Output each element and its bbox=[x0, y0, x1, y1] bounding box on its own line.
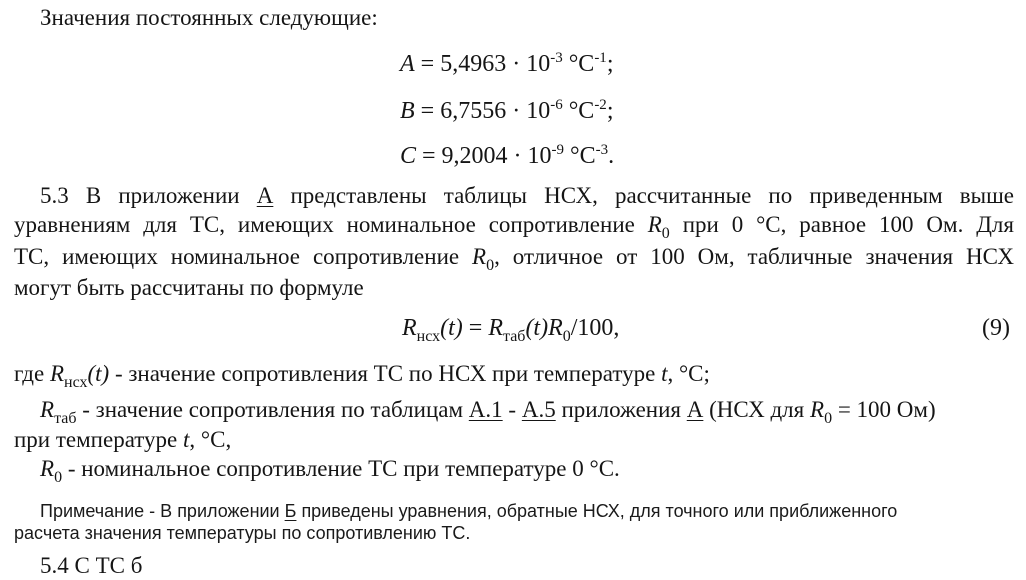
where-line2 bbox=[40, 396, 936, 427]
formula-arg: (t) bbox=[440, 315, 463, 341]
para53-l3-text: ТС, имеющих номинальное сопротивление bbox=[14, 244, 473, 269]
where-l2-r0: R bbox=[810, 397, 825, 422]
where-l3-t: t bbox=[183, 427, 190, 452]
appendix-a-link[interactable]: А bbox=[256, 183, 274, 208]
para53-l2-text: уравнениям для ТС, имеющих номинальное сопротивление bbox=[14, 212, 648, 237]
appendix-a-link-2[interactable]: А bbox=[686, 397, 704, 422]
constant-a bbox=[400, 50, 613, 78]
constant-b-symbol: B bbox=[400, 98, 415, 124]
constant-c-symbol: C bbox=[400, 143, 417, 169]
where-l2-rsub: таб bbox=[54, 410, 77, 427]
where-l1-arg: (t) bbox=[87, 361, 110, 386]
constant-c-exponent: -9 bbox=[551, 142, 565, 158]
intro-text: Значения постоянных следующие: bbox=[40, 5, 378, 30]
where-l4-text: - номинальное сопротивление ТС при температуре 0 °C. bbox=[62, 456, 620, 481]
para53-l3-r: R bbox=[472, 244, 487, 269]
constant-b-unit-exponent: -2 bbox=[594, 97, 607, 113]
constant-c-unit-exponent: -3 bbox=[595, 142, 609, 158]
where-l3-text: при температуре bbox=[14, 427, 184, 452]
where-line4 bbox=[40, 455, 620, 486]
note-l1-text2: приведены уравнения, обратные НСХ, для точного или приближенного bbox=[296, 501, 898, 521]
where-l1-rsub: нсх bbox=[64, 374, 88, 391]
para53-l3-rsub: 0 bbox=[486, 257, 495, 274]
constant-c bbox=[400, 142, 614, 170]
para53-l3-text2: , отличное от 100 Ом, табличные значения НСХ bbox=[494, 244, 1014, 269]
formula-tail: /100, bbox=[570, 315, 620, 341]
where-l2-text3: приложения bbox=[555, 397, 687, 422]
equation-number: (9) bbox=[982, 315, 1010, 341]
cutoff-line: 5.4 С ТС б bbox=[40, 553, 143, 578]
where-l2-text2: - bbox=[502, 397, 522, 422]
where-l2-r0sub: 0 bbox=[824, 410, 833, 427]
where-l3-text2: , °C, bbox=[189, 427, 232, 452]
constant-a-unit-exponent: -1 bbox=[594, 50, 607, 66]
table-a1-link[interactable]: А.1 bbox=[468, 397, 503, 422]
formula-arg2: (t) bbox=[525, 315, 549, 341]
constant-a-symbol: A bbox=[400, 51, 415, 77]
where-line1 bbox=[14, 360, 710, 391]
constant-b bbox=[400, 97, 613, 125]
constant-b-exponent: -6 bbox=[550, 97, 563, 113]
where-l2-text5: = 100 Ом) bbox=[832, 397, 936, 422]
formula-eq: = bbox=[462, 315, 489, 341]
constant-a-exponent: -3 bbox=[550, 50, 563, 66]
where-l1-text2: , °C; bbox=[667, 361, 710, 386]
para53-l2-text2: при 0 °C, равное 100 Ом. Для bbox=[669, 212, 1014, 237]
where-l2-text: - значение сопротивления по таблицам bbox=[76, 397, 469, 422]
note-line2: расчета значения температуры по сопротивлению ТС. bbox=[14, 523, 471, 543]
where-line3 bbox=[14, 426, 231, 454]
constant-c-value: = 9,2004 · 10 bbox=[422, 143, 552, 169]
where-l1-r: R bbox=[49, 361, 65, 386]
constant-b-unit: °C bbox=[562, 98, 595, 124]
where-l2-text4: (НСХ для bbox=[703, 397, 810, 422]
constant-c-end: . bbox=[608, 143, 615, 169]
note-line1 bbox=[40, 500, 897, 522]
formula-r: R bbox=[402, 315, 417, 341]
para53-line2 bbox=[14, 211, 1014, 242]
formula-r3: R bbox=[548, 315, 563, 341]
formula-r3sub: 0 bbox=[562, 328, 571, 345]
para53-line3 bbox=[14, 243, 1014, 274]
where-l4-r: R bbox=[40, 456, 55, 481]
para53-line1 bbox=[40, 182, 1014, 210]
para53-l1-text: 5.3 В приложении bbox=[40, 183, 257, 208]
where-l1-text: - значение сопротивления ТС по НСХ при температуре bbox=[109, 361, 662, 386]
constant-a-end: ; bbox=[606, 51, 614, 77]
para53-l2-r: R bbox=[647, 212, 662, 237]
appendix-b-link[interactable]: Б bbox=[284, 501, 297, 521]
para53-l2-rsub: 0 bbox=[661, 225, 670, 242]
para53-l1-text2: представлены таблицы НСХ, рассчитанные по приведенным выше bbox=[273, 183, 1014, 208]
constant-c-unit: °C bbox=[564, 143, 596, 169]
note-l1-text: Примечание - В приложении bbox=[40, 501, 285, 521]
where-l2-r: R bbox=[40, 397, 55, 422]
where-l1-t: t bbox=[661, 361, 668, 386]
formula-r2: R bbox=[488, 315, 503, 341]
where-l4-rsub: 0 bbox=[54, 469, 63, 486]
constant-b-end: ; bbox=[606, 98, 614, 124]
where-l1-pre: где bbox=[14, 361, 50, 386]
formula-rsub: нсх bbox=[416, 328, 441, 345]
constant-a-unit: °C bbox=[562, 51, 595, 77]
para53-line4: могут быть рассчитаны по формуле bbox=[14, 275, 364, 300]
constant-a-value: = 5,4963 · 10 bbox=[420, 51, 551, 77]
table-a5-link[interactable]: А.5 bbox=[521, 397, 556, 422]
formula-9 bbox=[402, 314, 620, 345]
constant-b-value: = 6,7556 · 10 bbox=[420, 98, 551, 124]
formula-r2sub: таб bbox=[503, 328, 526, 345]
